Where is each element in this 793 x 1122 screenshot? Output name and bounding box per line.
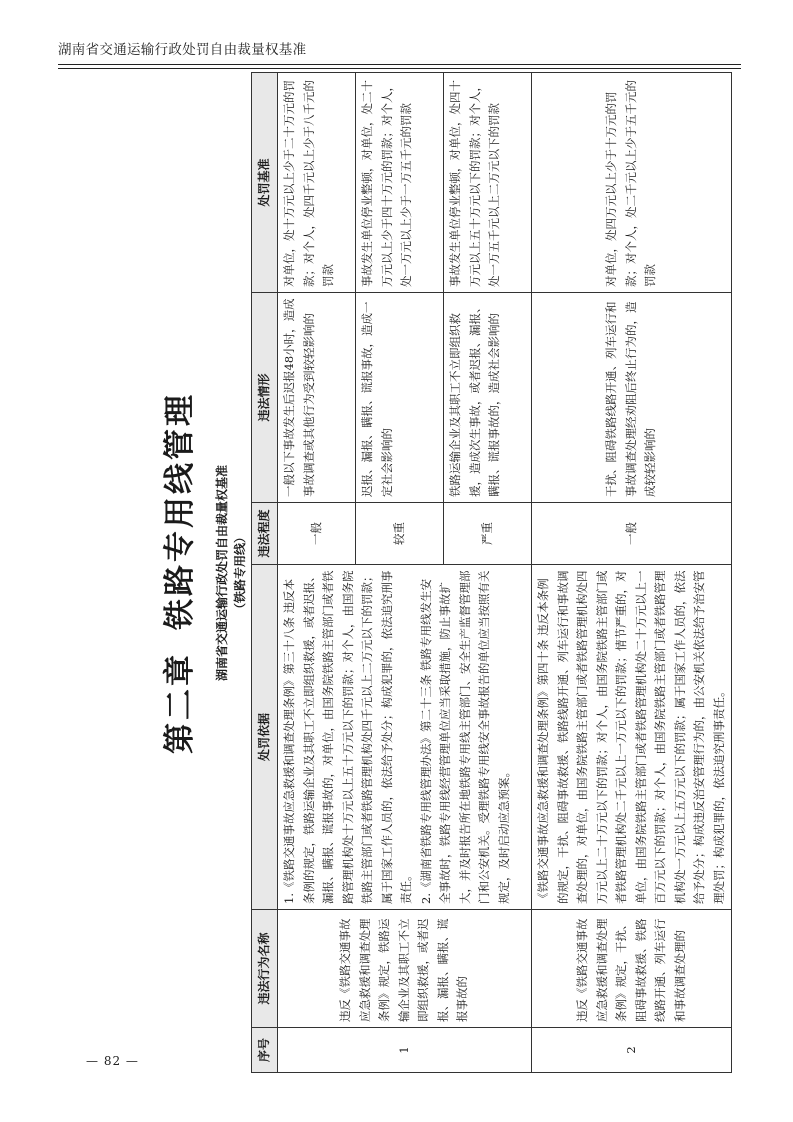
row-standard: 事故发生单位停业整顿，对单位，处二十万元以上少于四十万元的罚款；对个人，处一万元以上少于一万五千元的罚款: [356, 73, 444, 293]
row-circumstance: 迟报、漏报、瞒报、谎报事故，造成一定社会影响的: [356, 293, 444, 503]
row-circumstance: 干扰、阻碍铁路线路开通、列车运行和事故调查处理经劝阻后终止行为的，造成较轻影响的: [532, 293, 732, 503]
col-basis: 处罚依据: [252, 565, 278, 910]
table-category: （铁路专用线）: [233, 531, 247, 616]
row-seq: 1: [278, 1028, 532, 1073]
chapter-title: 铁路专用线管理: [162, 392, 198, 630]
table-row: [278, 73, 356, 1073]
rotated-landscape-page: [154, 73, 726, 1073]
table-header-row: [252, 73, 278, 1073]
basis-paragraph: 1.《铁路交通事故应急救援和调查处理条例》第三十八条 违反本条例的规定，铁路运输企业及其职工不立即组织救援，或者迟报、漏报、瞒报、谎报事故的，对单位，由国务院铁路主管部门或者铁路管理机构处十万元以上五十万元以下的罚款；对个人，由国务院铁路主管部门或者铁路管理机构处四千元以上二万元以下的罚款；属于国家工作人员的，依法给予处分；构成犯罪的，依法追究刑事责任。: [282, 570, 413, 904]
row-level: 一般: [532, 503, 732, 565]
row-level: 一般: [278, 503, 356, 565]
table-subtitle: 湖南省交通运输行政处罚自由裁量权基准: [215, 465, 229, 682]
col-act: 违法行为名称: [252, 910, 278, 1028]
row-standard: 对单位，处四万元以上少于十万元的罚款；对个人，处二千元以上少于五千元的罚款: [532, 73, 732, 293]
row-seq: 2: [532, 1028, 732, 1073]
discretion-table: [251, 72, 732, 1073]
col-seq: 序号: [252, 1028, 278, 1073]
header-rule: [58, 64, 741, 65]
table-row: [532, 73, 732, 1073]
row-standard: 事故发生单位停业整顿，对单位，处四十万元以上五十万元以下的罚款；对个人，处一万五千元以上二万元以下的罚款: [444, 73, 532, 293]
col-level: 违法程度: [252, 503, 278, 565]
header-rule-thin: [58, 68, 741, 69]
row-level: 严重: [444, 503, 532, 565]
running-header: 湖南省交通运输行政处罚自由裁量权基准: [58, 42, 307, 58]
chapter-number: 第二章: [162, 652, 198, 754]
row-level: 较重: [356, 503, 444, 565]
basis-paragraph: 2.《湖南省铁路专用线管理办法》第二十三条 铁路专用线发生安全事故时，铁路专用线经营管理单位应当采取措施，防止事故扩大，并及时报告所在地铁路专用线主管部门、安全生产监督管理部门和公安机关。受理铁路专用线安全事故报告的单位应当按照有关规定，及时启动应急预案。: [418, 570, 511, 904]
col-standard: 处罚基准: [252, 73, 278, 293]
row-standard: 对单位，处十万元以上少于二十万元的罚款；对个人，处四千元以上少于八千元的罚款: [278, 73, 356, 293]
row-basis: [278, 565, 532, 910]
col-circumstance: 违法情形: [252, 293, 278, 503]
row-act: 违反《铁路交通事故应急救援和调查处理条例》规定，铁路运输企业及其职工不立即组织救援，或者迟报、漏报、瞒报、谎报事故的: [278, 910, 532, 1028]
row-basis: [532, 565, 732, 910]
row-circumstance: 铁路运输企业及其职工不立即组织救援，造成次生事故，或者迟报、漏报、瞒报、谎报事故的，造成社会影响的: [444, 293, 532, 503]
row-act: 违反《铁路交通事故应急救援和调查处理条例》规定，干扰、阻碍事故救援、铁路线路开通、列车运行和事故调查处理的: [532, 910, 732, 1028]
page-number: — 82 —: [86, 1054, 139, 1068]
basis-paragraph: 《铁路交通事故应急救援和调查处理条例》第四十条 违反本条例的规定，干扰、阻碍事故救援、铁路线路开通、列车运行和事故调查处理的，对单位，由国务院铁路主管部门或者铁路管理机构处四万元以上二十万元以下的罚款；对个人，由国务院铁路主管部门或者铁路管理机构处二千元以上一万元以下的罚款；情节严重的，对单位，由国务院铁路主管部门或者铁路管理机构处二十万元以上一百万元以下的罚款；对个人，由国务院铁路主管部门或者铁路管理机构处一万元以上五万元以下的罚款；属于国家工作人员的，依法给予处分；构成违反治安管理行为的，由公安机关依法给予治安管理处罚；构成犯罪的，依法追究刑事责任。: [536, 570, 726, 904]
chapter-heading: [154, 73, 206, 1073]
row-circumstance: 一般以下事故发生后迟报48小时，造成事故调查或其他行为受到较轻影响的: [278, 293, 356, 503]
